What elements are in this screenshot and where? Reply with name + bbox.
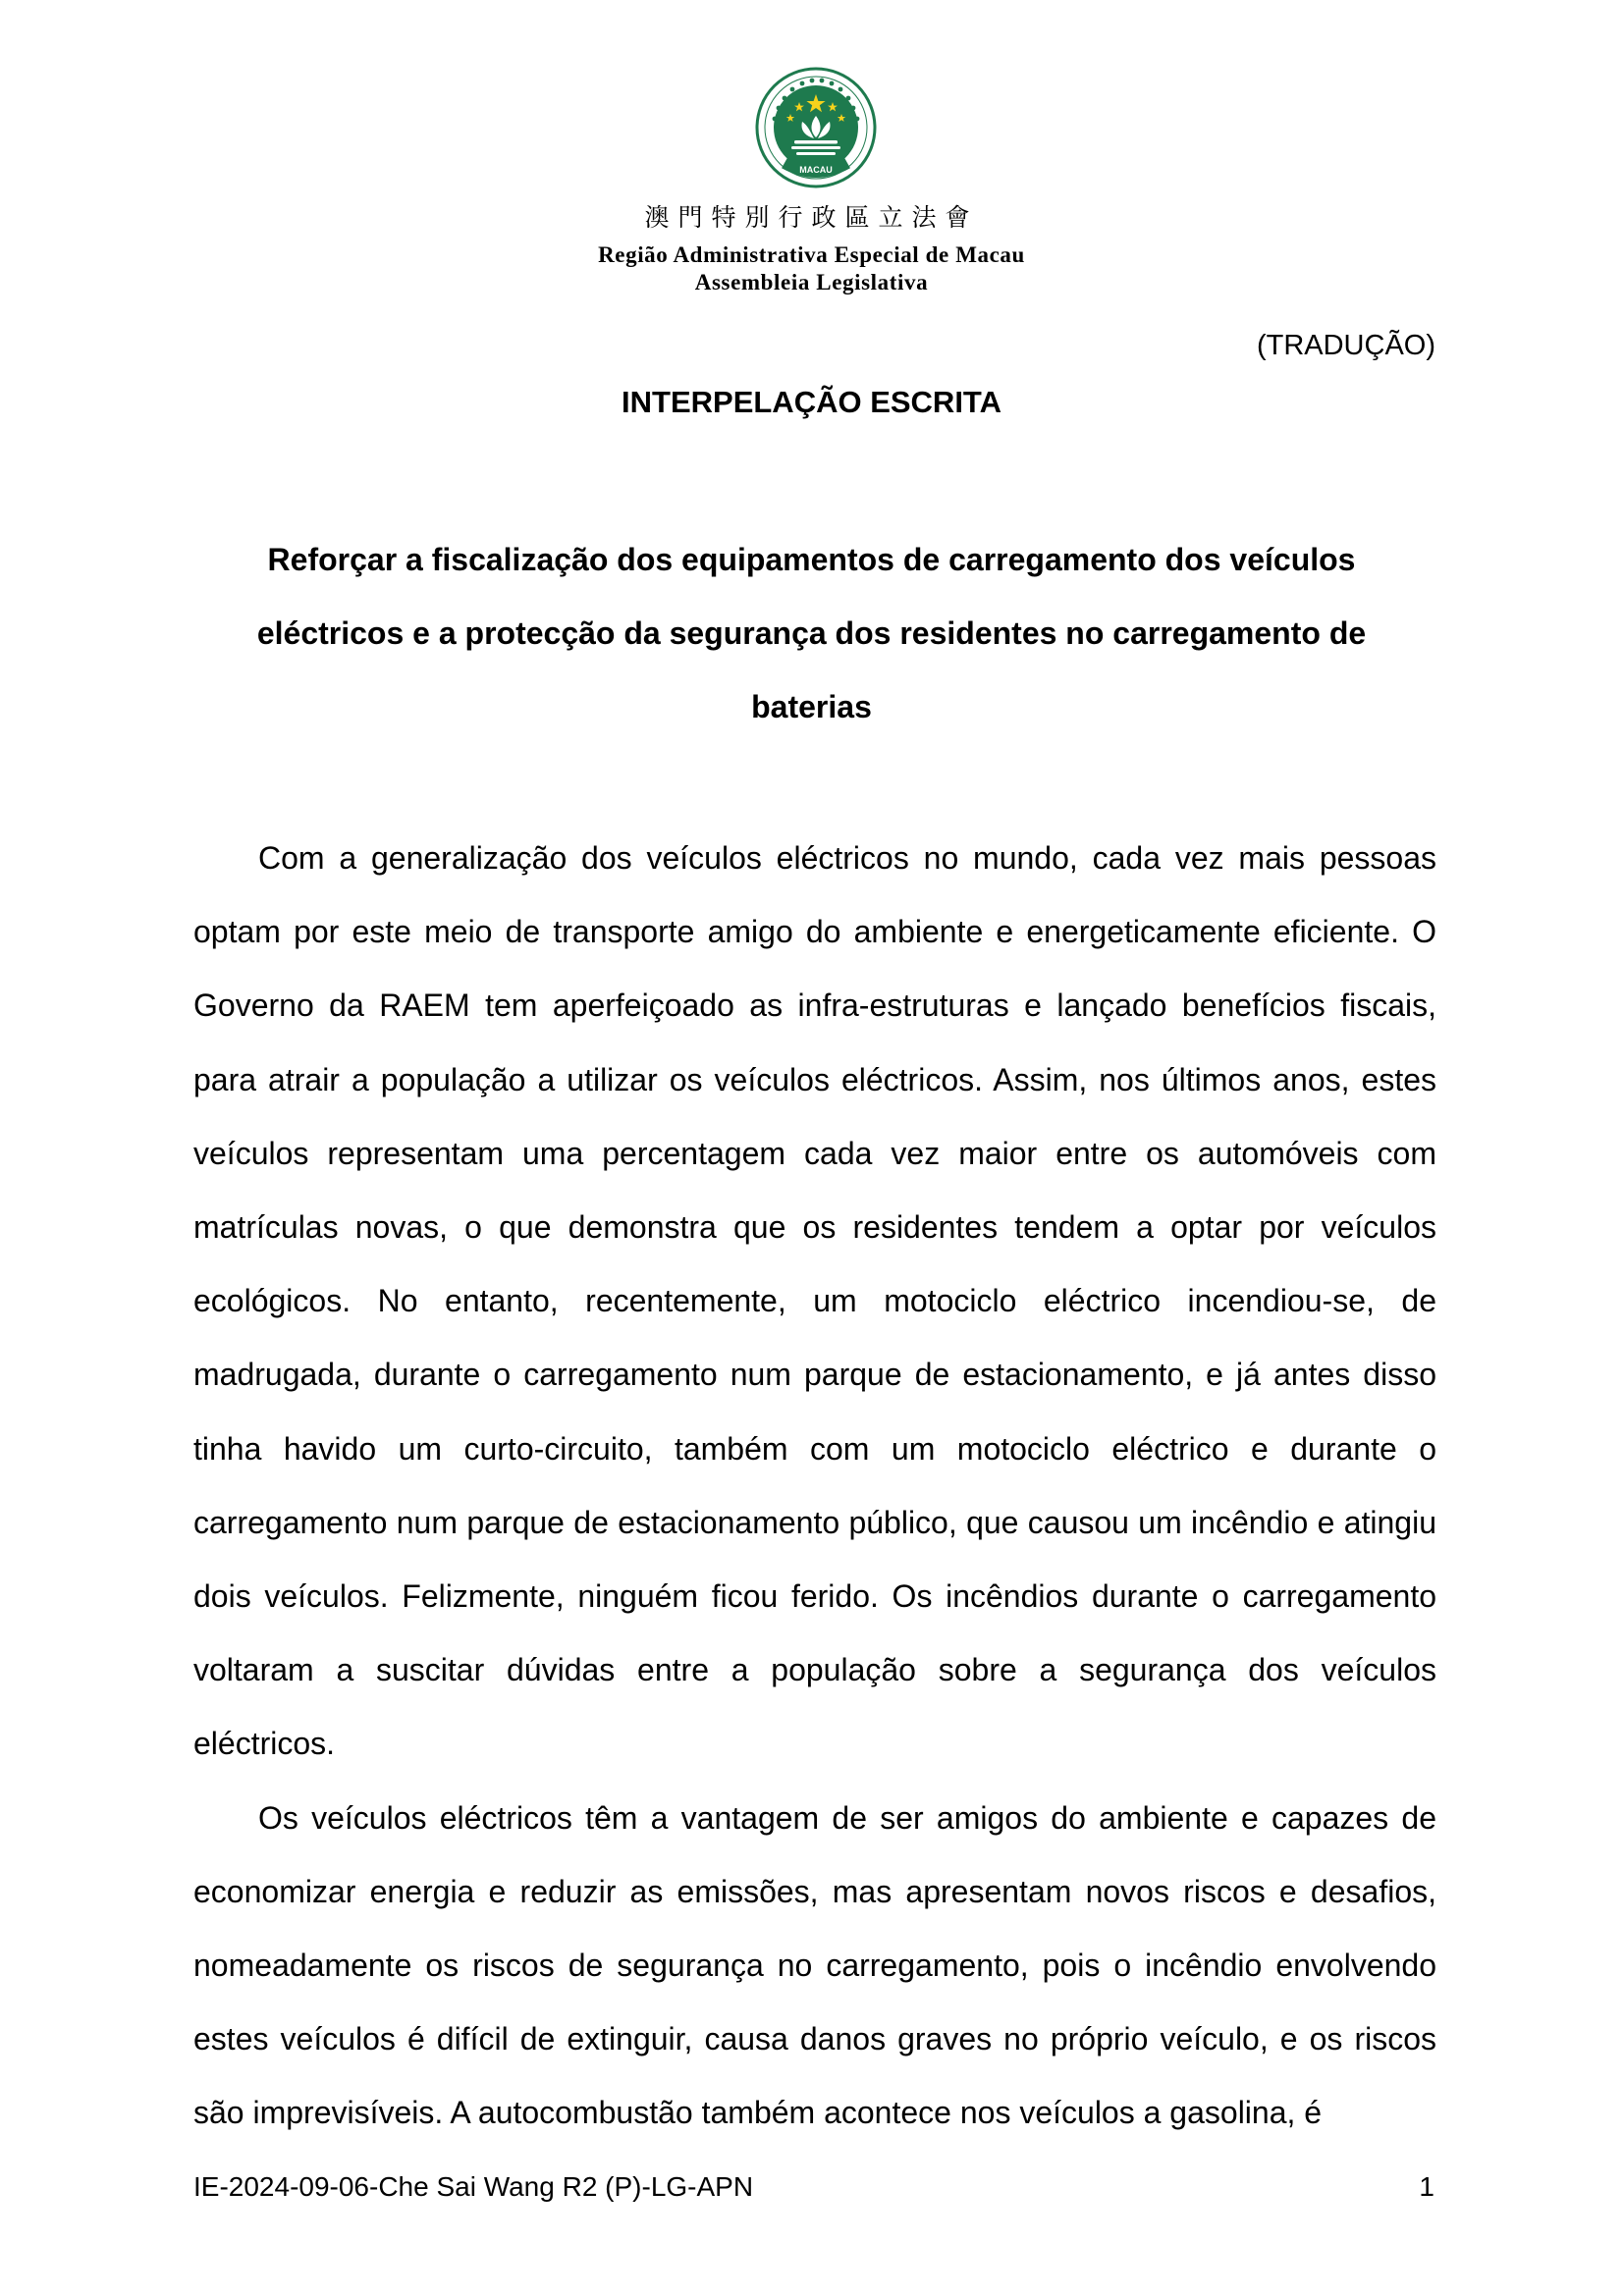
emblem-macau-label: MACAU bbox=[799, 165, 833, 175]
paragraph: Com a generalização dos veículos eléctricos no mundo, cada vez mais pessoas optam por este meio de transporte amigo do ambiente e energeticamente eficiente. O Governo da RAEM tem aperfeiçoado as infra-estruturas e lançado benefícios fiscais, para atrair a população a utilizar os veículos eléctricos. Assim, nos últimos anos, estes veículos representam uma percentagem cada vez maior entre os automóveis com matrículas novas, o que demonstra que os residentes tendem a optar por veículos ecológicos. No entanto, recentemente, um motociclo eléctrico incendiou-se, de madrugada, durante o carregamento num parque de estacionamento, e já antes disso tinha havido um curto-circuito, também com um motociclo eléctrico e durante o carregamento num parque de estacionamento público, que causou um incêndio e atingiu dois veículos. Felizmente, ninguém ficou ferido. Os incêndios durante o carregamento voltaram a suscitar dúvidas entre a população sobre a segurança dos veículos eléctricos. bbox=[193, 840, 1436, 1762]
subject-heading bbox=[187, 523, 1436, 744]
assembly-name: Assembleia Legislativa bbox=[694, 270, 929, 294]
body-text bbox=[193, 822, 1436, 2151]
translation-mark: (TRADUÇÃO) bbox=[1256, 330, 1435, 361]
subject-line: baterias bbox=[751, 689, 872, 724]
chinese-institution-name: 澳門特別行政區立法會 bbox=[644, 203, 979, 232]
paragraph: Os veículos eléctricos têm a vantagem de ser amigos do ambiente e capazes de economizar energia e reduzir as emissões, mas apresentam novos riscos e desafios, nomeadamente os riscos de segurança no carregamento, pois o incêndio envolvendo estes veículos é difícil de extinguir, causa danos graves no próprio veículo, e os riscos são imprevisíveis. A autocombustão também acontece nos veículos a gasolina, é bbox=[193, 1799, 1436, 2131]
subject-line: eléctricos e a protecção da segurança dos residentes no carregamento de bbox=[256, 615, 1367, 651]
region-name: Região Administrativa Especial de Macau bbox=[598, 242, 1025, 267]
macau-emblem-icon bbox=[755, 67, 877, 188]
footer-document-reference: IE-2024-09-06-Che Sai Wang R2 (P)-LG-APN bbox=[193, 2171, 754, 2202]
page-number: 1 bbox=[1419, 2171, 1434, 2202]
subject-line: Reforçar a fiscalização dos equipamentos de carregamento dos veículos bbox=[267, 542, 1356, 577]
document-title: INTERPELAÇÃO ESCRITA bbox=[622, 385, 1001, 419]
